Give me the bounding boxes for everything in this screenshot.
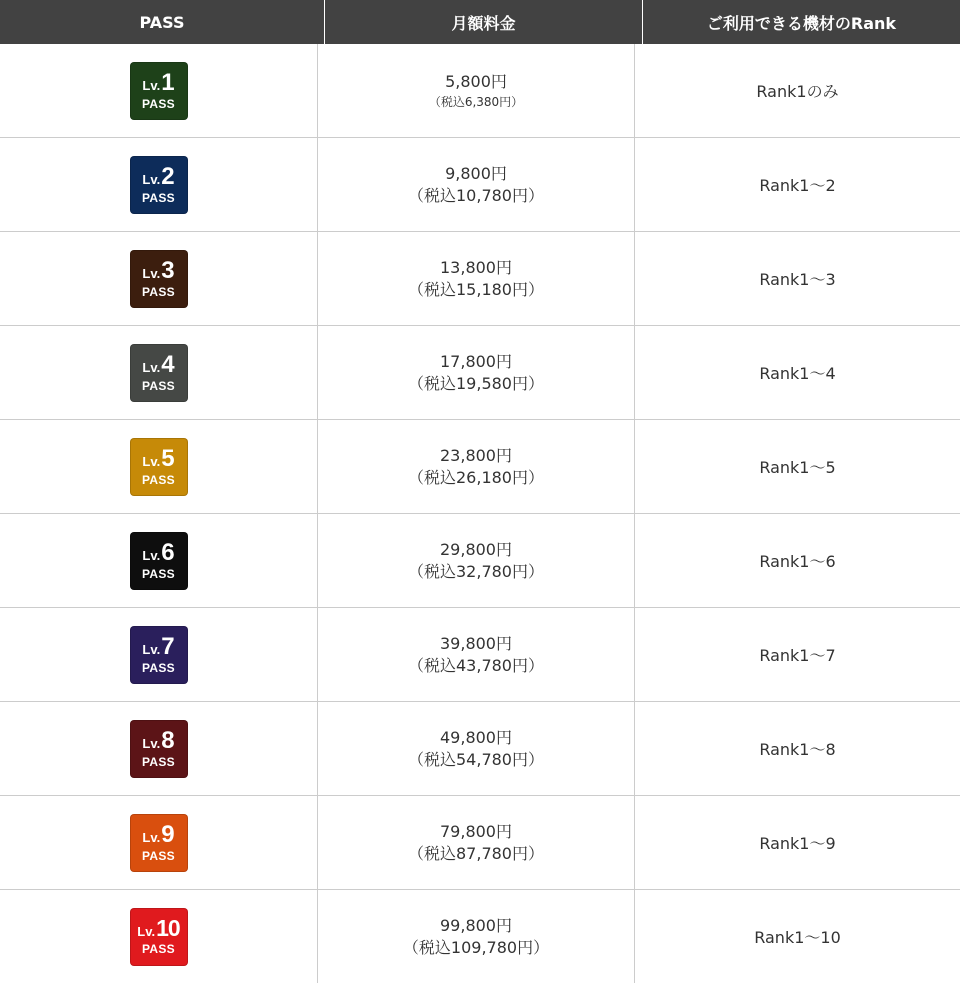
table-row <box>0 232 960 326</box>
pass-badge <box>130 908 188 966</box>
monthly-price: 29,800円 <box>440 539 512 559</box>
pass-badge <box>130 344 188 402</box>
pass-cell <box>0 138 318 231</box>
rank-cell <box>635 608 960 701</box>
rank-cell <box>635 796 960 889</box>
price-cell <box>318 232 635 325</box>
badge-level-number: 7 <box>161 632 175 660</box>
monthly-price: 49,800円 <box>440 727 512 747</box>
pass-badge <box>130 532 188 590</box>
pass-cell <box>0 420 318 513</box>
monthly-price: 5,800円 <box>445 71 507 91</box>
price-cell <box>318 702 635 795</box>
badge-lv-label: Lv. <box>142 547 161 563</box>
badge-lv-label: Lv. <box>142 829 161 845</box>
badge-pass-label: PASS <box>142 284 175 299</box>
badge-lv-label: Lv. <box>142 735 161 751</box>
price-tax-included: （税込32,780円） <box>408 561 544 581</box>
price-tax-included: （税込19,580円） <box>408 373 544 393</box>
pass-cell <box>0 890 318 983</box>
price-cell <box>318 138 635 231</box>
price-cell <box>318 44 635 137</box>
header-pass: PASS <box>139 12 185 32</box>
badge-lv-label: Lv. <box>142 77 161 93</box>
available-rank: Rank1～2 <box>759 176 836 195</box>
rank-cell <box>635 420 960 513</box>
badge-pass-label: PASS <box>142 848 175 863</box>
available-rank: Rank1～5 <box>759 458 836 477</box>
badge-level-number: 1 <box>161 68 175 96</box>
badge-level-number: 6 <box>161 538 175 566</box>
badge-pass-label: PASS <box>142 190 175 205</box>
badge-level-number: 10 <box>156 915 180 941</box>
badge-lv-label: Lv. <box>137 924 156 939</box>
available-rank: Rank1～6 <box>759 552 836 571</box>
available-rank: Rank1～9 <box>759 834 836 853</box>
monthly-price: 9,800円 <box>445 163 507 183</box>
monthly-price: 17,800円 <box>440 351 512 371</box>
monthly-price: 13,800円 <box>440 257 512 277</box>
table-header <box>0 0 960 44</box>
badge-pass-label: PASS <box>142 378 175 393</box>
rank-cell <box>635 138 960 231</box>
rank-cell <box>635 232 960 325</box>
table-row <box>0 796 960 890</box>
price-tax-included: （税込15,180円） <box>408 279 544 299</box>
price-cell <box>318 608 635 701</box>
pass-cell <box>0 326 318 419</box>
badge-pass-label: PASS <box>142 754 175 769</box>
rank-cell <box>635 890 960 983</box>
badge-level-number: 5 <box>161 444 175 472</box>
table-row <box>0 514 960 608</box>
price-tax-included: （税込43,780円） <box>408 655 544 675</box>
badge-pass-label: PASS <box>142 942 175 956</box>
available-rank: Rank1～7 <box>759 646 836 665</box>
table-row <box>0 138 960 232</box>
badge-level-number: 2 <box>161 162 175 190</box>
price-tax-included: （税込10,780円） <box>408 185 544 205</box>
table-row <box>0 608 960 702</box>
price-cell <box>318 326 635 419</box>
price-tax-included: （税込6,380円） <box>428 94 524 109</box>
price-cell <box>318 514 635 607</box>
badge-level-number: 9 <box>161 820 175 848</box>
pass-cell <box>0 608 318 701</box>
table-row <box>0 44 960 138</box>
badge-pass-label: PASS <box>142 96 175 111</box>
available-rank: Rank1～4 <box>759 364 836 383</box>
pass-cell <box>0 702 318 795</box>
pass-cell <box>0 796 318 889</box>
badge-level-number: 8 <box>161 726 175 754</box>
pass-badge <box>130 438 188 496</box>
pass-badge <box>130 814 188 872</box>
pass-cell <box>0 44 318 137</box>
price-cell <box>318 420 635 513</box>
price-tax-included: （税込54,780円） <box>408 749 544 769</box>
badge-pass-label: PASS <box>142 472 175 487</box>
header-monthly-fee: 月額料金 <box>324 0 642 44</box>
badge-lv-label: Lv. <box>142 359 161 375</box>
pass-cell <box>0 232 318 325</box>
pass-badge <box>130 250 188 308</box>
monthly-price: 39,800円 <box>440 633 512 653</box>
table-row <box>0 420 960 514</box>
pass-badge <box>130 156 188 214</box>
available-rank: Rank1～8 <box>759 740 836 759</box>
monthly-price: 79,800円 <box>440 821 512 841</box>
badge-lv-label: Lv. <box>142 641 161 657</box>
badge-lv-label: Lv. <box>142 171 161 187</box>
pass-cell <box>0 514 318 607</box>
badge-pass-label: PASS <box>142 566 175 581</box>
monthly-price: 99,800円 <box>440 915 512 935</box>
rank-cell <box>635 326 960 419</box>
pass-badge <box>130 626 188 684</box>
price-tax-included: （税込87,780円） <box>408 843 544 863</box>
table-row <box>0 890 960 983</box>
table-body <box>0 44 960 983</box>
price-cell <box>318 890 635 983</box>
available-rank: Rank1～10 <box>754 928 841 947</box>
table-row <box>0 326 960 420</box>
badge-lv-label: Lv. <box>142 265 161 281</box>
price-tax-included: （税込109,780円） <box>402 937 550 957</box>
header-available-rank: ご利用できる機材のRank <box>642 0 960 44</box>
badge-level-number: 4 <box>161 350 175 378</box>
available-rank: Rank1～3 <box>759 270 836 289</box>
badge-level-number: 3 <box>161 256 175 284</box>
badge-lv-label: Lv. <box>142 453 161 469</box>
pass-badge <box>130 720 188 778</box>
rank-cell <box>635 44 960 137</box>
price-tax-included: （税込26,180円） <box>408 467 544 487</box>
price-cell <box>318 796 635 889</box>
available-rank: Rank1のみ <box>756 82 839 101</box>
badge-pass-label: PASS <box>142 660 175 675</box>
rank-cell <box>635 702 960 795</box>
monthly-price: 23,800円 <box>440 445 512 465</box>
rank-cell <box>635 514 960 607</box>
pass-badge <box>130 62 188 120</box>
table-row <box>0 702 960 796</box>
